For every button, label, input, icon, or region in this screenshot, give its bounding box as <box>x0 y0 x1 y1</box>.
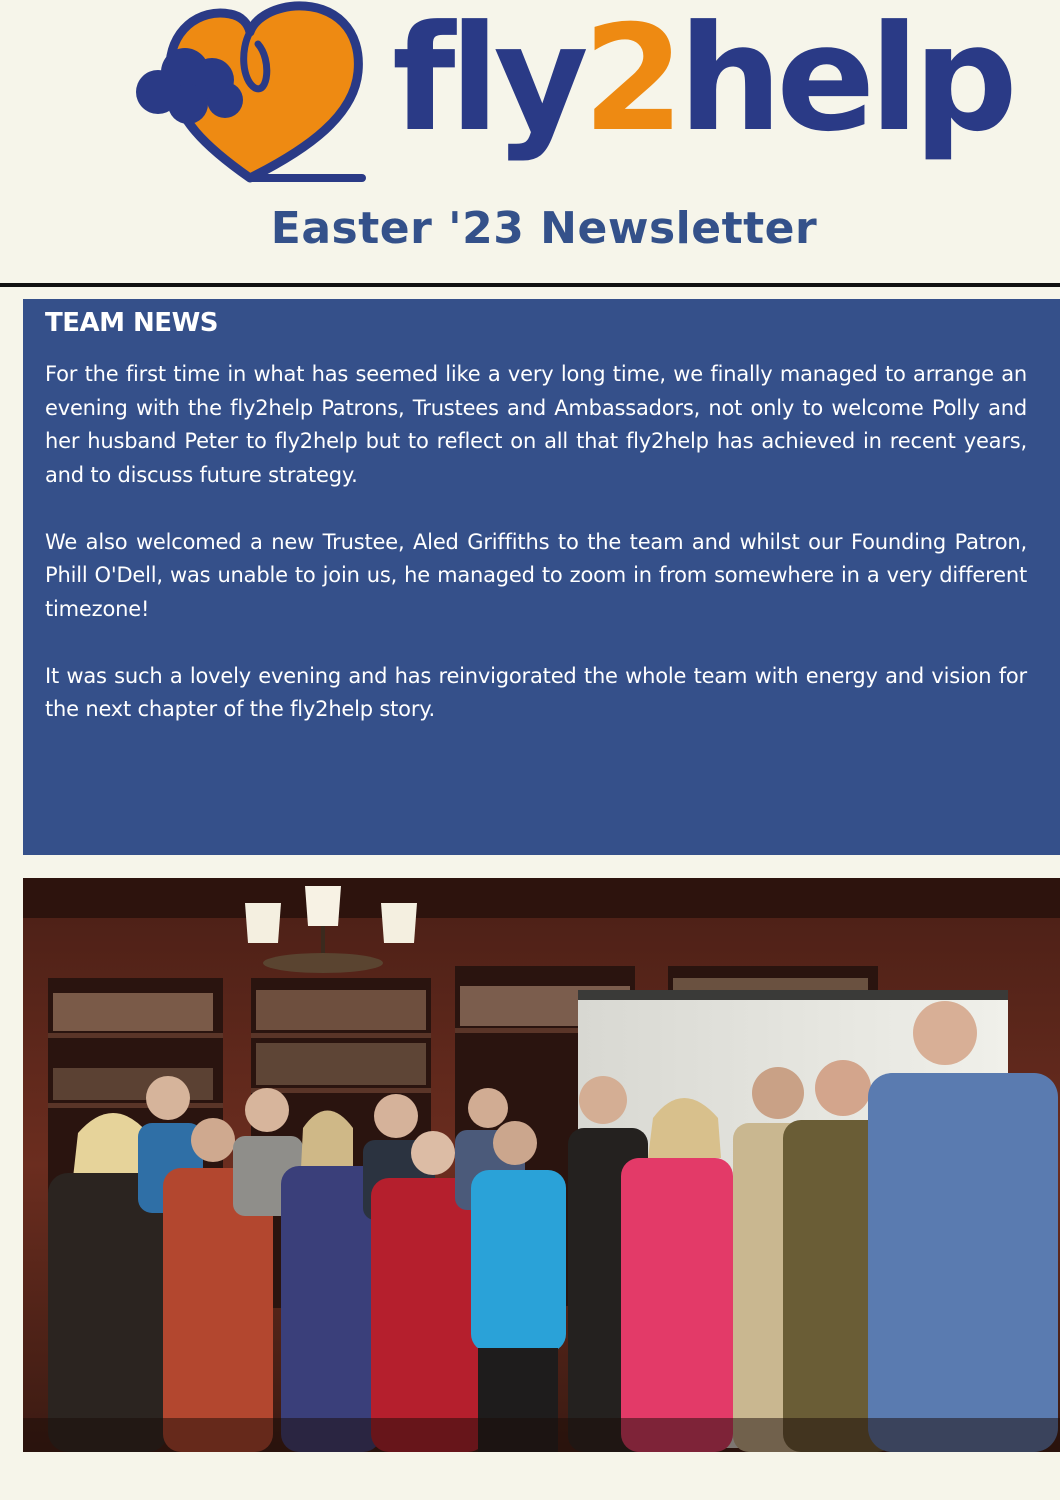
team-news-paragraph: It was such a lovely evening and has reinvigorated the whole team with energy and vision for the next chapter of the fly2help story. <box>45 663 1027 721</box>
team-group-photo <box>23 878 1060 1452</box>
brand-wordmark-two: 2 <box>582 0 679 164</box>
heart-cloud-logo-icon <box>130 0 370 185</box>
team-news-paragraph: For the first time in what has seemed like a very long time, we finally managed to arrange an evening with the fly2help Patrons, Trustees and Ambassadors, not only to welcome Polly and her husband Peter to fly2help but to reflect on all that fly2help has achieved in recent years, and to discuss future strategy. <box>45 362 1027 487</box>
team-news-body <box>45 358 1027 760</box>
team-news-heading: TEAM NEWS <box>45 308 218 338</box>
team-news-paragraph: We also welcomed a new Trustee, Aled Griffiths to the team and whilst our Founding Patron, Phill O'Dell, was unable to join us, he managed to zoom in from somewhere in a very different timezone! <box>45 529 1027 621</box>
newsletter-title: Easter '23 Newsletter <box>270 203 818 254</box>
brand-wordmark <box>392 0 1012 164</box>
group-photo-icon <box>23 878 1060 1452</box>
brand-wordmark-help: help <box>678 0 1012 164</box>
header-divider <box>0 283 1060 287</box>
newsletter-header <box>0 0 1060 285</box>
brand-wordmark-fly: fly <box>392 0 583 164</box>
team-news-panel <box>23 299 1060 855</box>
